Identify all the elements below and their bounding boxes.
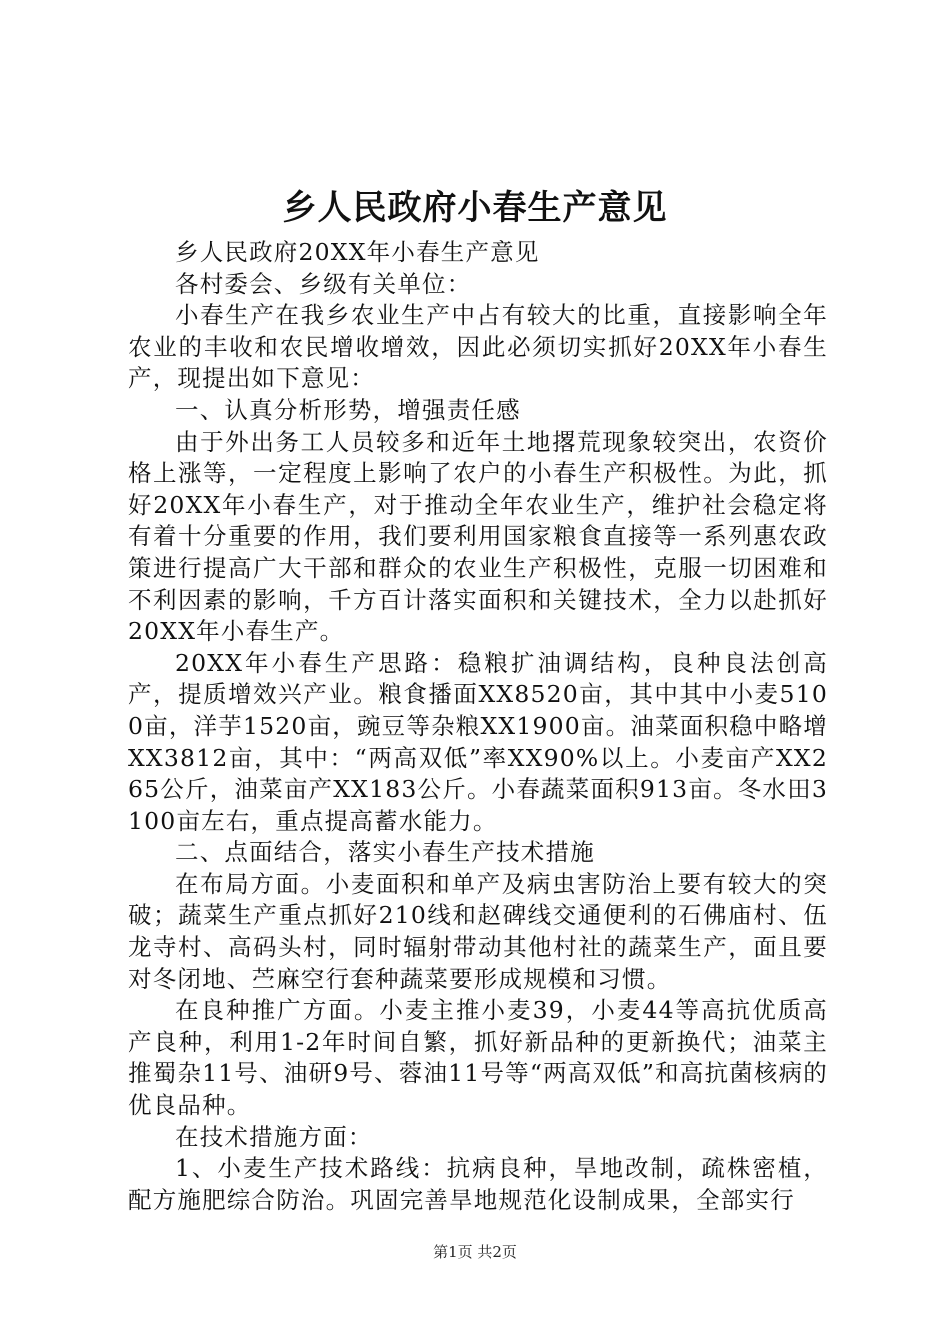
paragraph-heading-line: 乡人民政府20XX年小春生产意见 xyxy=(175,238,540,266)
section-heading-2: 二、点面结合，落实小春生产技术措施 xyxy=(175,838,595,867)
paragraph-layout: 在布局方面。小麦面积和单产及病虫害防治上要有较大的突破；蔬菜生产重点抓好210线和赵碑线交通便利的石佛庙村、伍龙寺村、高码头村，同时辐射带动其他村社的蔬菜生产，面且要对冬闭地、苎麻空行套种蔬菜要形成规模和习惯。 xyxy=(128,869,828,993)
document-body xyxy=(128,237,828,1216)
paragraph-addressee: 各村委会、乡级有关单位： xyxy=(175,269,472,298)
paragraph-production-plan: 20XX年小春生产思路：稳粮扩油调结构，良种良法创高产，提质增效兴产业。粮食播面XX8520亩，其中其中小麦5100亩，洋芋1520亩，豌豆等杂粮XX1900亩。油菜面积稳中略增XX3812亩，其中：“两高双低”率XX90%以上。小麦亩产XX265公斤，油菜亩产XX183公斤。小春蔬菜面积913亩。冬水田3100亩左右，重点提高蓄水能力。 xyxy=(128,648,828,835)
document-title: 乡人民政府小春生产意见 xyxy=(282,188,668,228)
paragraph-wheat-technique: 1、小麦生产技术路线：抗病良种，旱地改制，疏株密植，配方施肥综合防治。巩固完善旱地规范化设制成果，全部实行 xyxy=(128,1154,828,1214)
paragraph-intro: 小春生产在我乡农业生产中占有较大的比重，直接影响全年农业的丰收和农民增收增效，因此必须切实抓好20XX年小春生产，现提出如下意见： xyxy=(128,301,828,393)
paragraph-technical-heading: 在技术措施方面： xyxy=(175,1122,373,1151)
section-heading-1: 一、认真分析形势，增强责任感 xyxy=(175,395,521,424)
paragraph-seed-promotion: 在良种推广方面。小麦主推小麦39，小麦44等高抗优质高产良种，利用1-2年时间自繁，抓好新品种的更新换代；油菜主推蜀杂11号、油研9号、蓉油11号等“两高双低”和高抗菌核病的优良品种。 xyxy=(128,996,828,1120)
page-number-footer: 第1页 共2页 xyxy=(433,1243,517,1261)
paragraph-situation: 由于外出务工人员较多和近年土地撂荒现象较突出，农资价格上涨等，一定程度上影响了农户的小春生产积极性。为此，抓好20XX年小春生产，对于推动全年农业生产，维护社会稳定将有着十分重要的作用，我们要利用国家粮食直接等一系列惠农政策进行提高广大干部和群众的农业生产积极性，克服一切困难和不利因素的影响，千方百计落实面积和关键技术，全力以赴抓好20XX年小春生产。 xyxy=(128,427,828,646)
